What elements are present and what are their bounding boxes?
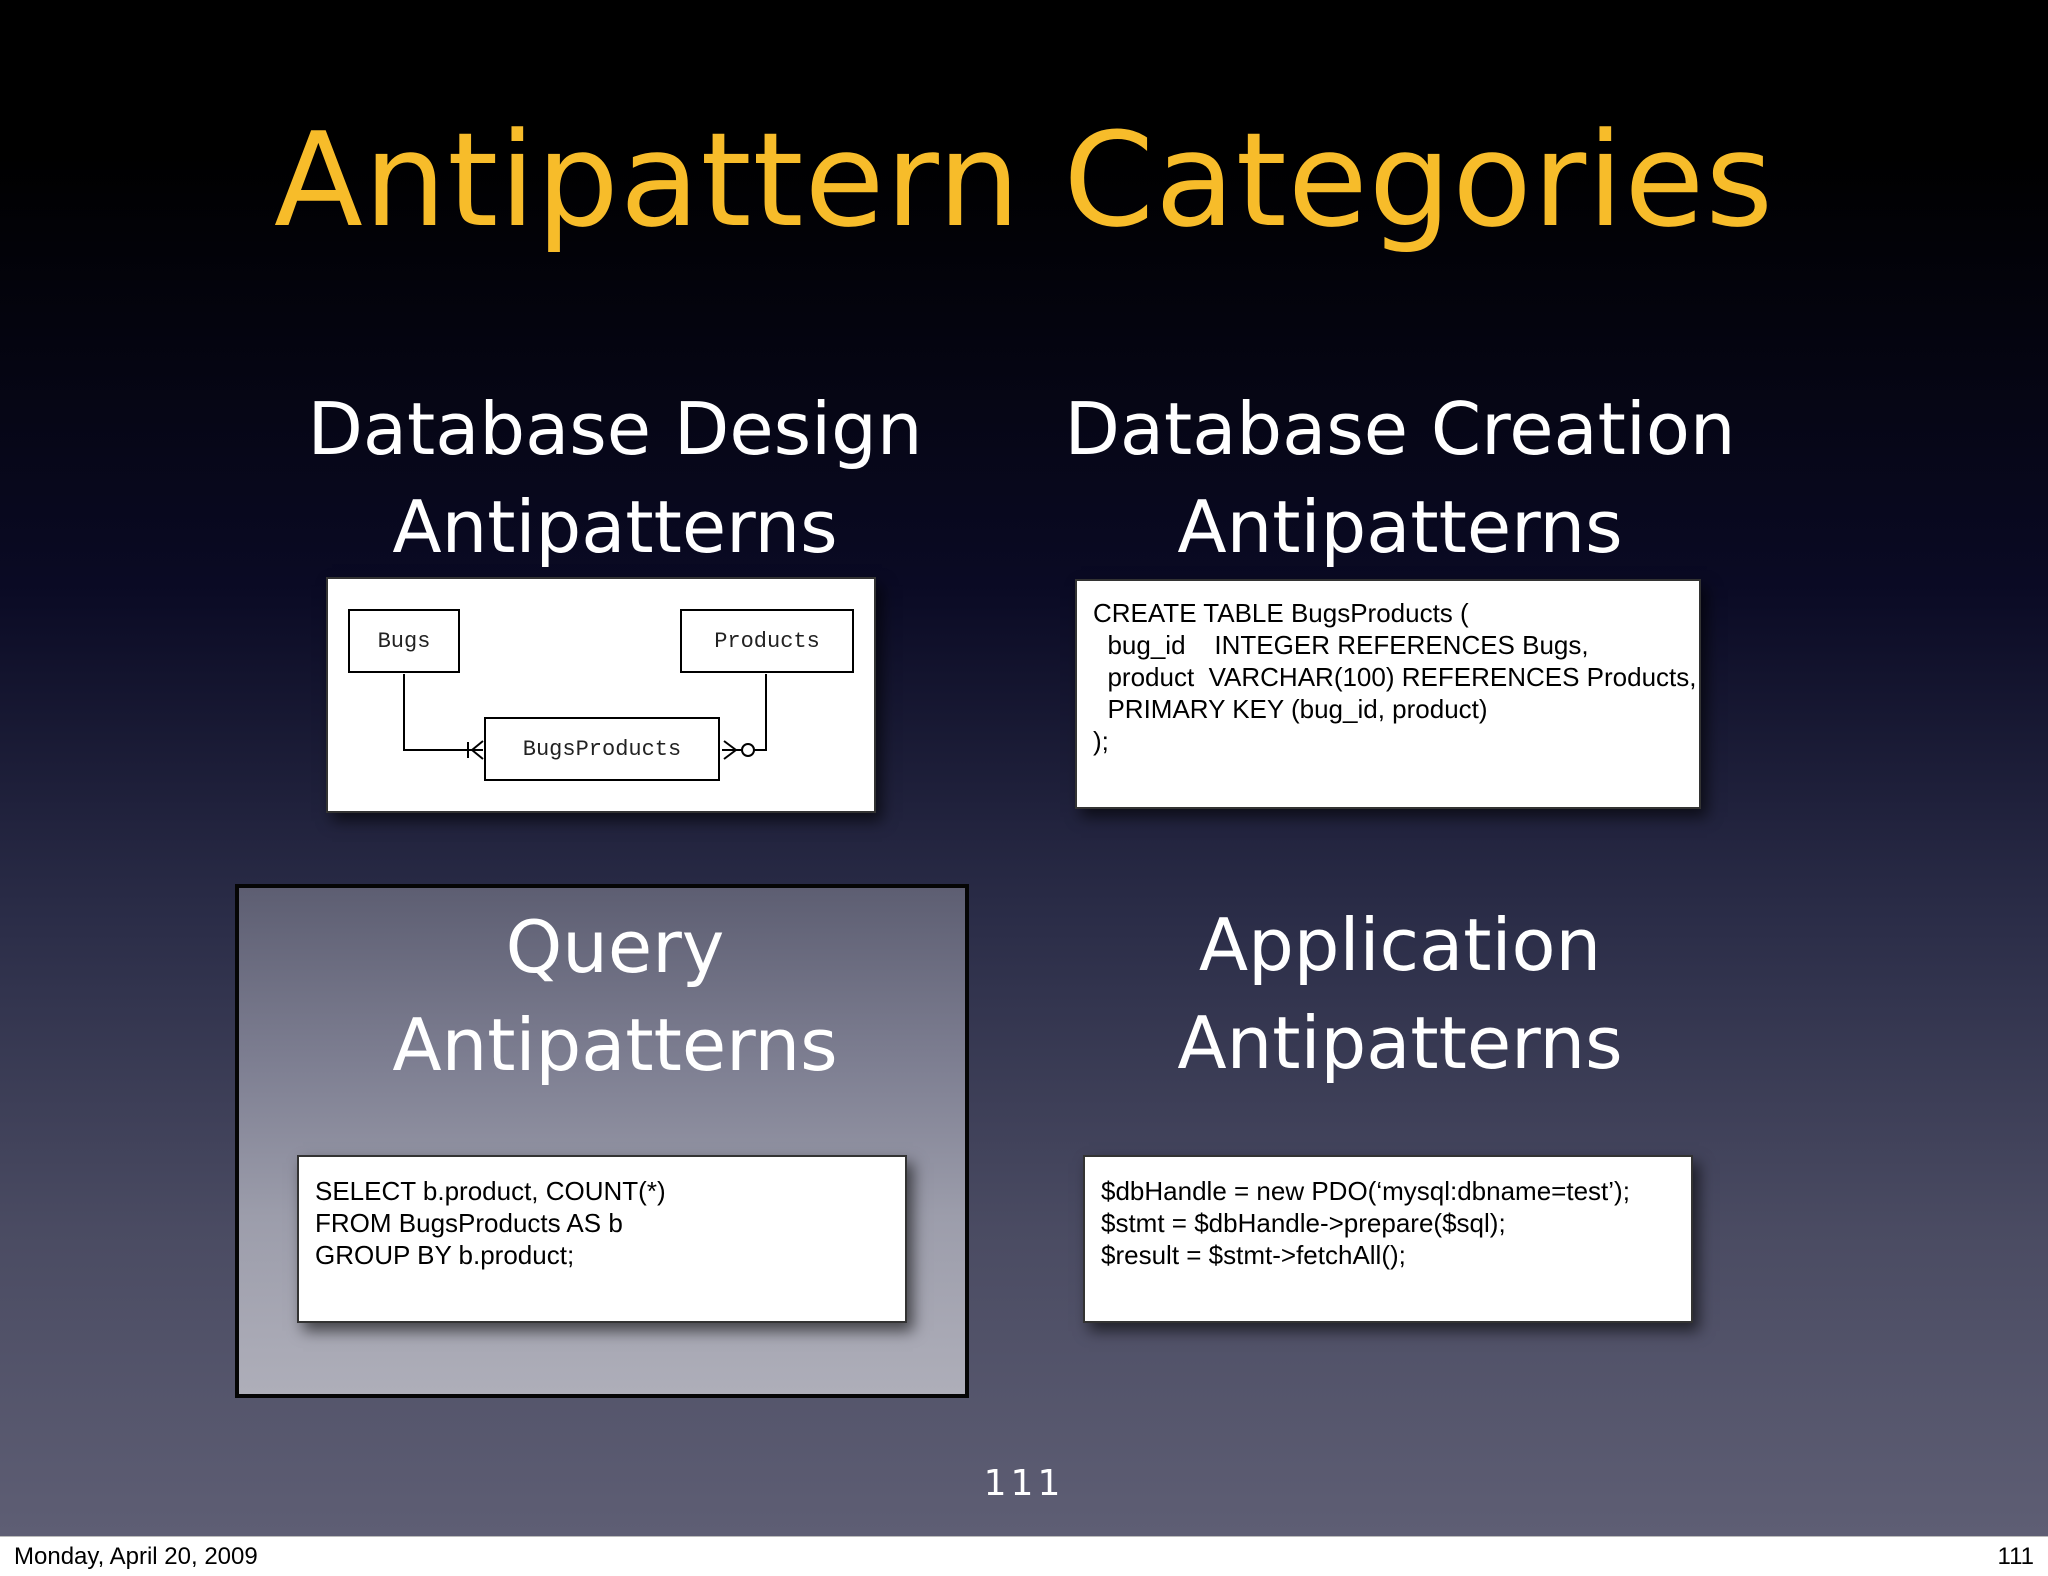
application-heading-line1: Application	[1198, 903, 1602, 987]
application-heading	[1050, 896, 1750, 1092]
products-optional-circle	[742, 744, 754, 756]
creation-heading-line2: Antipatterns	[1177, 485, 1623, 569]
products-crowfoot-upper	[724, 741, 736, 750]
create-table-code-card	[1075, 579, 1701, 809]
bugs-crowfoot-lower	[472, 750, 483, 759]
query-heading-line1: Query	[505, 905, 725, 989]
select-query-code: SELECT b.product, COUNT(*) FROM BugsProducts AS b GROUP BY b.product;	[315, 1176, 666, 1270]
pdo-code: $dbHandle = new PDO(‘mysql:dbname=test’); $stmt = $dbHandle->prepare($sql); $result = $stmt->fetchAll();	[1101, 1176, 1630, 1270]
erd-entity-products: Products	[680, 609, 854, 673]
bugs-crowfoot-upper	[472, 741, 483, 750]
products-crowfoot-lower	[724, 750, 736, 759]
creation-heading	[1050, 380, 1750, 576]
creation-heading-line1: Database Creation	[1064, 387, 1736, 471]
create-table-code: CREATE TABLE BugsProducts ( bug_id INTEGER REFERENCES Bugs, product VARCHAR(100) REFERENCES Products, PRIMARY KEY (bug_id, product) );	[1093, 598, 1697, 756]
select-query-code-card	[297, 1155, 907, 1323]
erd-entity-bugs: Bugs	[348, 609, 460, 673]
slide-page-number: 111	[983, 1463, 1065, 1504]
design-heading-line1: Database Design	[307, 387, 923, 471]
design-heading-line2: Antipatterns	[392, 485, 838, 569]
pdo-code-card	[1083, 1155, 1693, 1323]
footer-page-number: 111	[1997, 1543, 2034, 1570]
design-heading	[300, 380, 930, 576]
slide-title: Antipattern Categories	[273, 104, 1775, 256]
print-footer	[0, 1536, 2048, 1576]
footer-date: Monday, April 20, 2009	[14, 1543, 258, 1570]
application-heading-line2: Antipatterns	[1177, 1001, 1623, 1085]
erd-entity-bugsproducts: BugsProducts	[484, 717, 720, 781]
erd-diagram-card	[326, 577, 876, 813]
query-heading	[300, 898, 930, 1094]
products-relationship-line	[722, 674, 766, 750]
query-heading-line2: Antipatterns	[392, 1003, 838, 1087]
bugs-relationship-line	[404, 674, 483, 750]
